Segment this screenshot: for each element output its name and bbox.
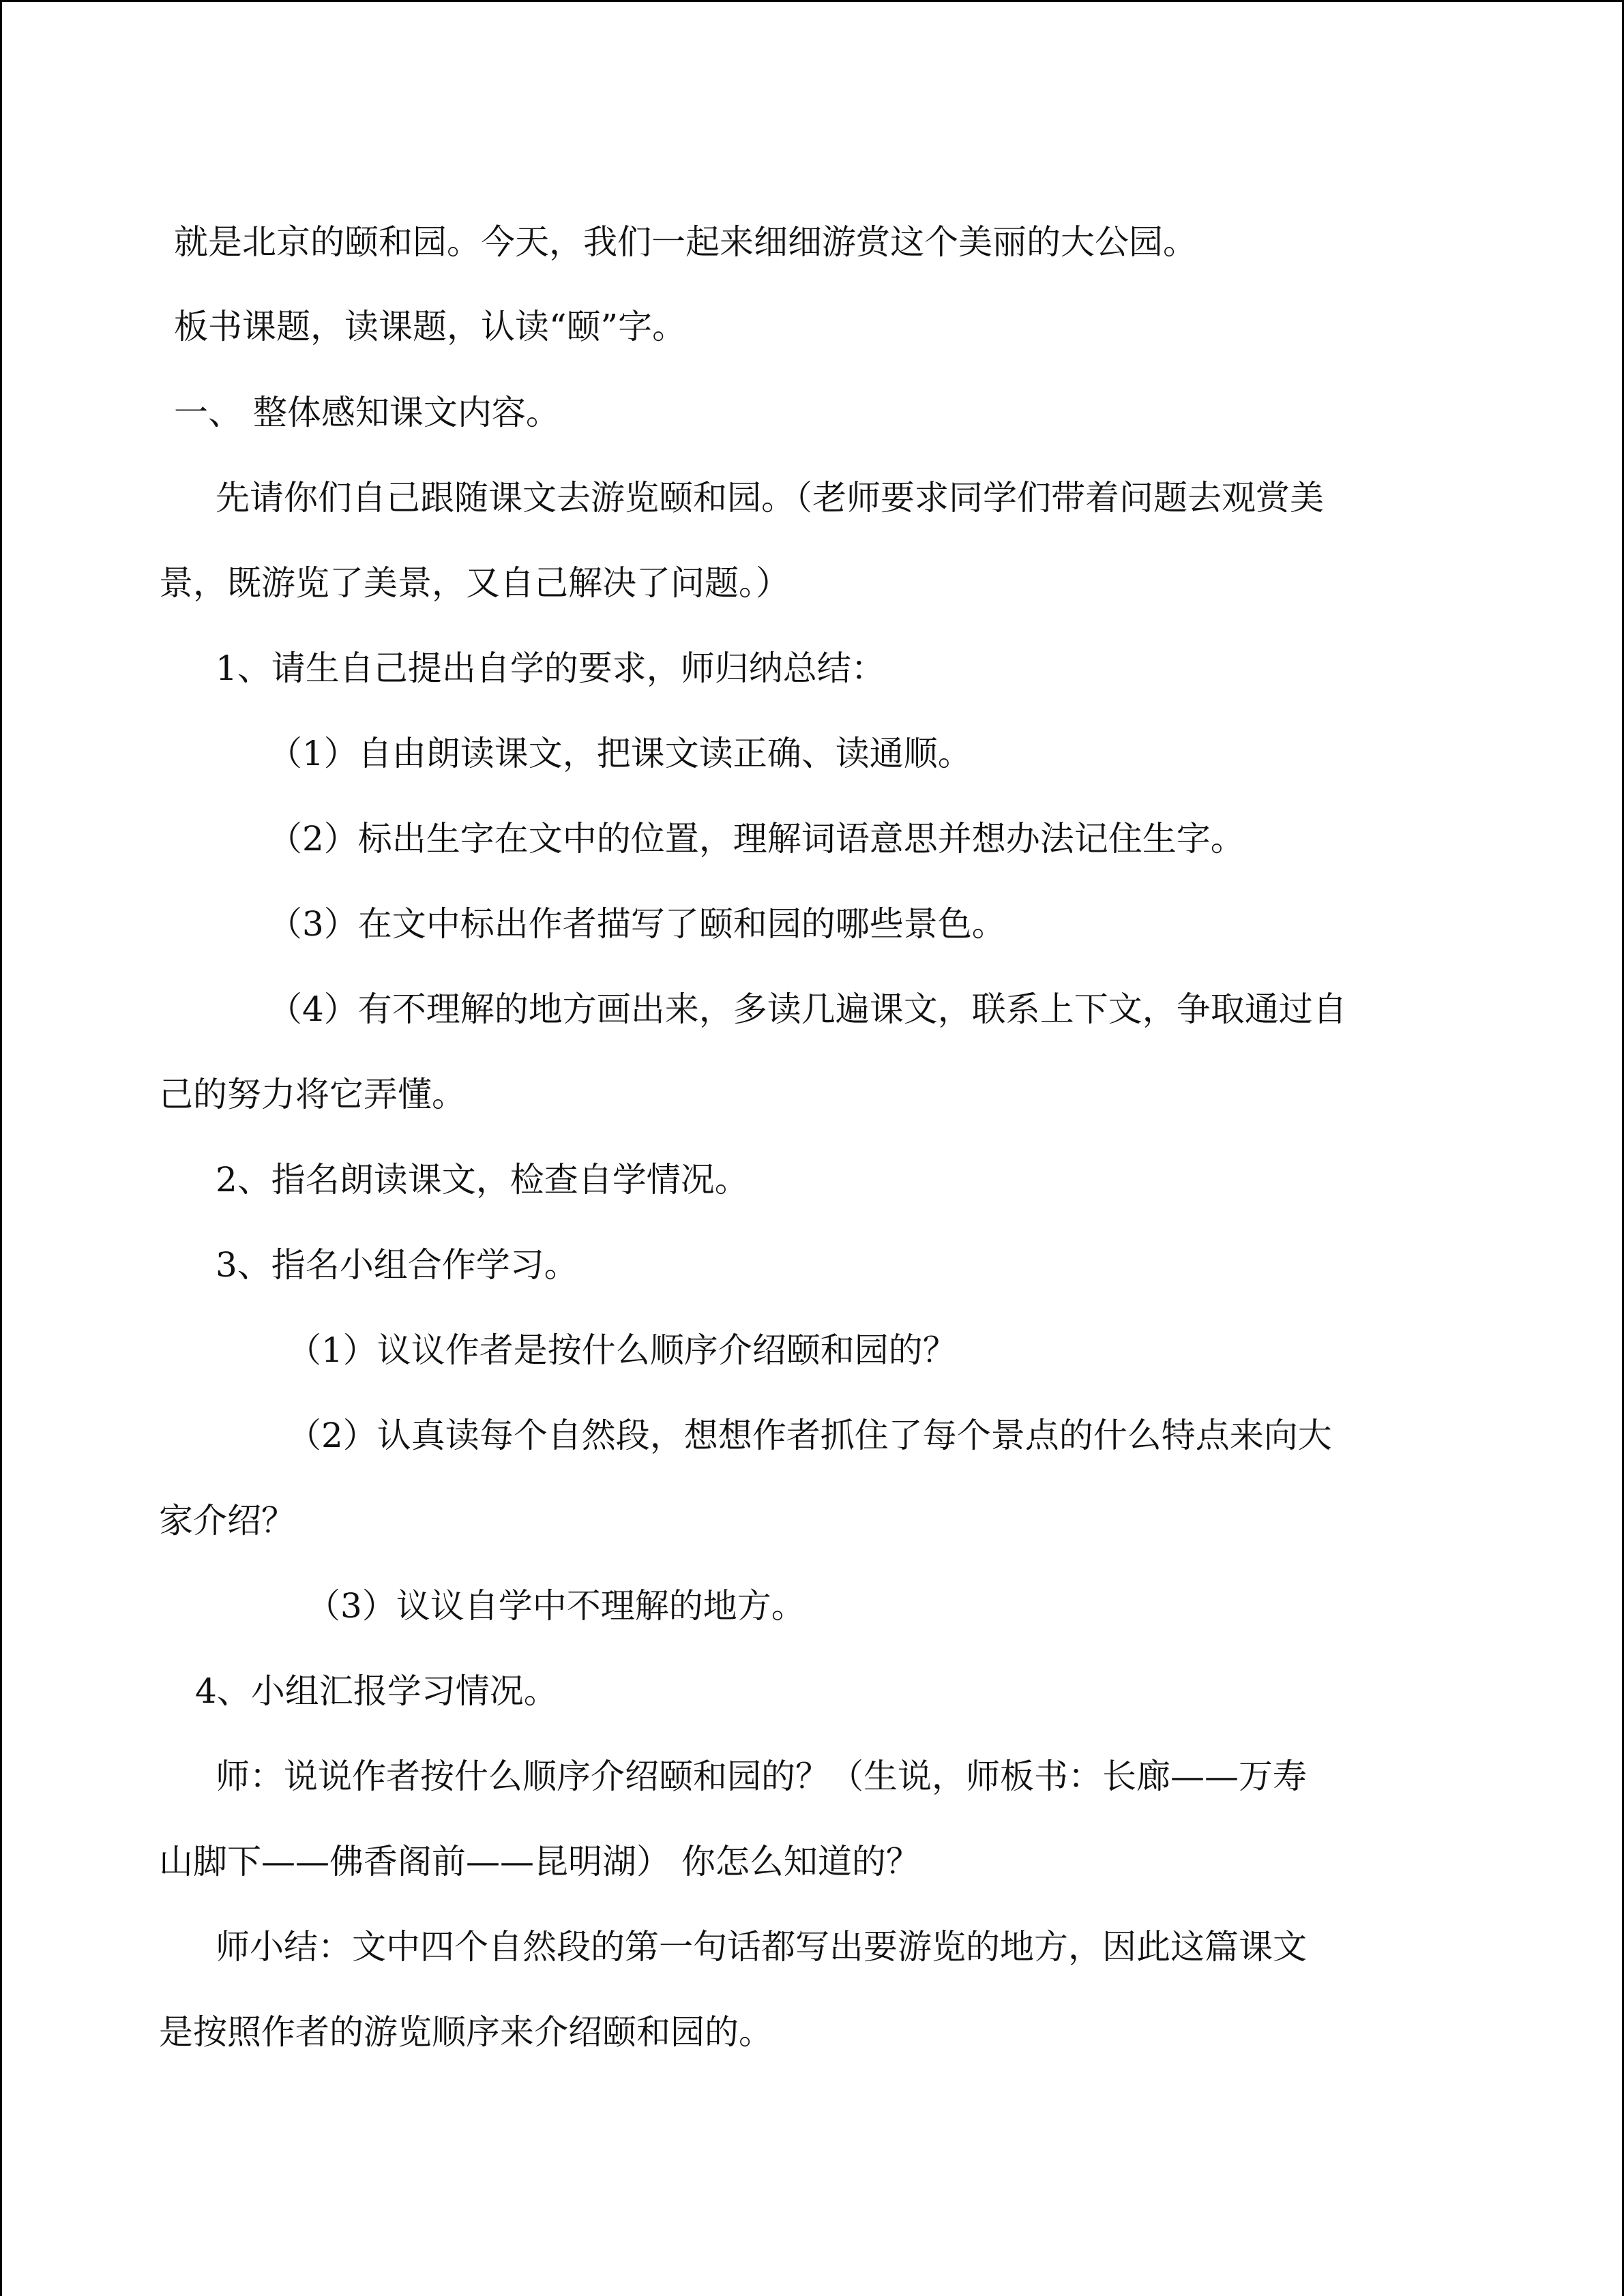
- list-item: （3）议议自学中不理解的地方。: [306, 1586, 806, 1626]
- list-item: 2、指名朗读课文，检查自学情况。: [216, 1160, 749, 1199]
- text-line: 家介绍？: [159, 1501, 295, 1540]
- text-line: 景，既游览了美景，又自己解决了问题。）: [159, 563, 790, 603]
- list-item: （1）议议作者是按什么顺序介绍颐和园的？: [287, 1330, 957, 1370]
- section-heading: 一、 整体感知课文内容。: [174, 393, 560, 432]
- text-line: 师小结：文中四个自然段的第一句话都写出要游览的地方，因此这篇课文: [216, 1927, 1307, 1967]
- list-item: 4、小组汇报学习情况。: [195, 1671, 558, 1711]
- text-line: 板书课题，读课题，认读“颐”字。: [174, 307, 687, 346]
- text-line: 己的努力将它弄懂。: [159, 1075, 466, 1114]
- list-item: 3、指名小组合作学习。: [216, 1245, 578, 1285]
- list-item: 1、请生自己提出自学的要求，师归纳总结：: [216, 648, 885, 688]
- list-item: （1）自由朗读课文，把课文读正确、读通顺。: [268, 734, 972, 773]
- list-item: （2）标出生字在文中的位置，理解词语意思并想办法记住生字。: [268, 819, 1245, 859]
- list-item: （4）有不理解的地方画出来，多读几遍课文，联系上下文，争取通过自: [268, 989, 1347, 1029]
- text-line: 山脚下——佛香阁前——昆明湖） 你怎么知道的？: [159, 1842, 920, 1881]
- list-item: （3）在文中标出作者描写了颐和园的哪些景色。: [268, 904, 1006, 944]
- text-line: 先请你们自己跟随课文去游览颐和园。（老师要求同学们带着问题去观赏美: [216, 478, 1324, 518]
- text-line: 就是北京的颐和园。今天，我们一起来细细游赏这个美丽的大公园。: [174, 222, 1197, 262]
- list-item: （2）认真读每个自然段，想想作者抓住了每个景点的什么特点来向大: [287, 1416, 1332, 1455]
- text-line: 是按照作者的游览顺序来介绍颐和园的。: [159, 2012, 773, 2052]
- text-line: 师：说说作者按什么顺序介绍颐和园的？（生说，师板书：长廊——万寿: [216, 1757, 1307, 1796]
